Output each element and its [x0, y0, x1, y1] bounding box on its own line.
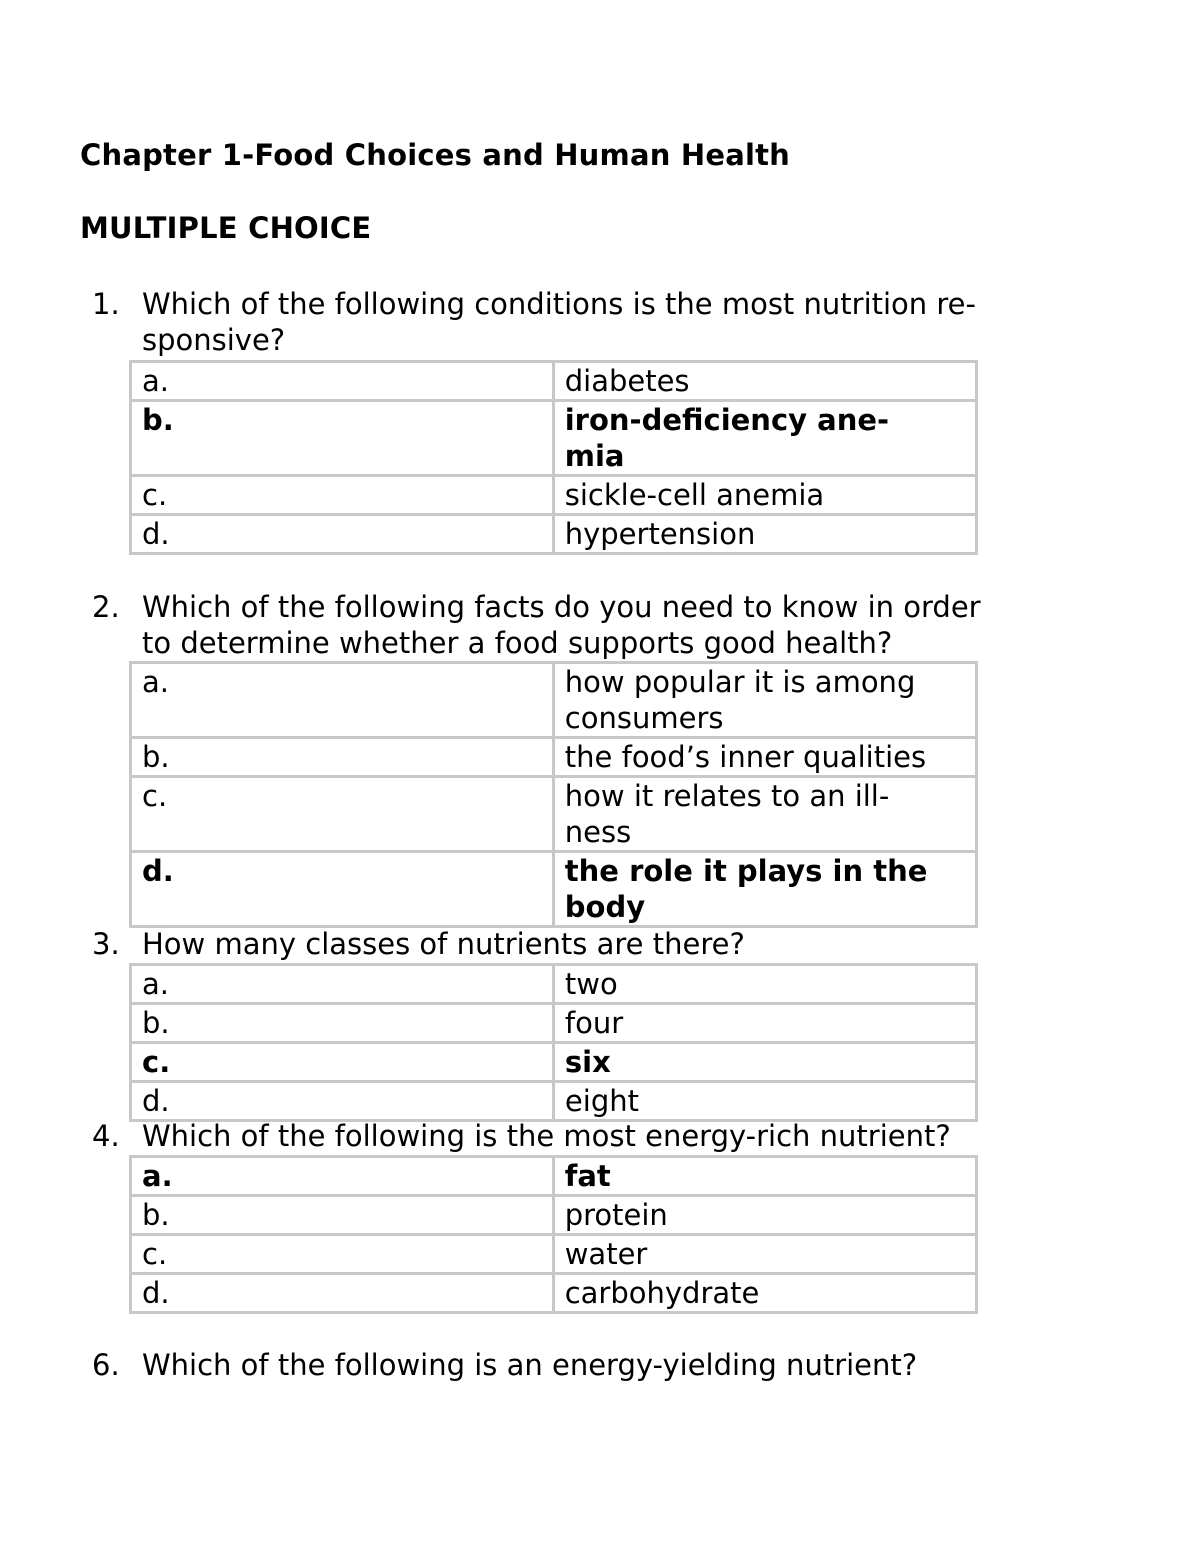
option-letter: b. [131, 1004, 554, 1043]
option-row [131, 515, 977, 554]
option-row-correct [131, 1157, 977, 1196]
question-1 [92, 286, 1072, 358]
question-2 [92, 589, 1072, 661]
option-text: two [553, 965, 976, 1004]
option-text: four [553, 1004, 976, 1043]
option-row [131, 1082, 977, 1121]
option-row [131, 1274, 977, 1313]
option-letter: d. [131, 515, 554, 554]
option-row [131, 965, 977, 1004]
option-letter: a. [131, 965, 554, 1004]
option-text: sickle-cell anemia [553, 476, 976, 515]
question-4 [92, 1118, 1072, 1154]
question-number: 2. [92, 590, 120, 624]
option-letter: b. [131, 1196, 554, 1235]
option-letter: d. [131, 1082, 554, 1121]
option-text: protein [553, 1196, 976, 1235]
option-letter: c. [131, 1043, 554, 1082]
option-letter: c. [131, 1235, 554, 1274]
question-6 [92, 1347, 1072, 1383]
question-number: 1. [92, 287, 120, 321]
option-letter: c. [131, 476, 554, 515]
option-text: how it relates to an ill- ness [553, 777, 976, 852]
options-table-3 [129, 963, 978, 1122]
option-letter: b. [131, 738, 554, 777]
option-letter: a. [131, 663, 554, 738]
option-text: diabetes [553, 362, 976, 401]
option-row [131, 362, 977, 401]
section-heading: MULTIPLE CHOICE [80, 211, 372, 245]
question-number: 4. [92, 1119, 120, 1153]
option-text: carbohydrate [553, 1274, 976, 1313]
option-row [131, 1235, 977, 1274]
option-letter: b. [131, 401, 554, 476]
option-row-correct [131, 1043, 977, 1082]
page-title: Chapter 1-Food Choices and Human Health [80, 138, 791, 172]
option-text: iron-deficiency ane- mia [553, 401, 976, 476]
question-text: Which of the following is the most energy-rich nutrient? [142, 1119, 951, 1153]
option-row-correct [131, 401, 977, 476]
question-text: Which of the following facts do you need to know in order to determine whether a food supports good health? [142, 590, 981, 660]
question-number: 3. [92, 927, 120, 961]
option-letter: c. [131, 777, 554, 852]
option-text: hypertension [553, 515, 976, 554]
options-table-4 [129, 1155, 978, 1314]
question-text: How many classes of nutrients are there? [142, 927, 745, 961]
option-row [131, 1196, 977, 1235]
option-letter: d. [131, 1274, 554, 1313]
question-3 [92, 926, 1072, 962]
option-text: the food’s inner qualities [553, 738, 976, 777]
option-letter: d. [131, 852, 554, 927]
option-letter: a. [131, 362, 554, 401]
option-row [131, 1004, 977, 1043]
options-table-1 [129, 360, 978, 555]
question-number: 6. [92, 1348, 120, 1382]
option-text: six [553, 1043, 976, 1082]
option-text: eight [553, 1082, 976, 1121]
option-row [131, 777, 977, 852]
question-text: Which of the following conditions is the most nutrition re- sponsive? [142, 287, 976, 357]
option-row-correct [131, 852, 977, 927]
option-letter: a. [131, 1157, 554, 1196]
option-text: the role it plays in the body [553, 852, 976, 927]
question-text: Which of the following is an energy-yielding nutrient? [142, 1348, 918, 1382]
option-row [131, 476, 977, 515]
option-text: water [553, 1235, 976, 1274]
option-row [131, 738, 977, 777]
option-text: fat [553, 1157, 976, 1196]
options-table-2 [129, 661, 978, 928]
option-row [131, 663, 977, 738]
option-text: how popular it is among consumers [553, 663, 976, 738]
